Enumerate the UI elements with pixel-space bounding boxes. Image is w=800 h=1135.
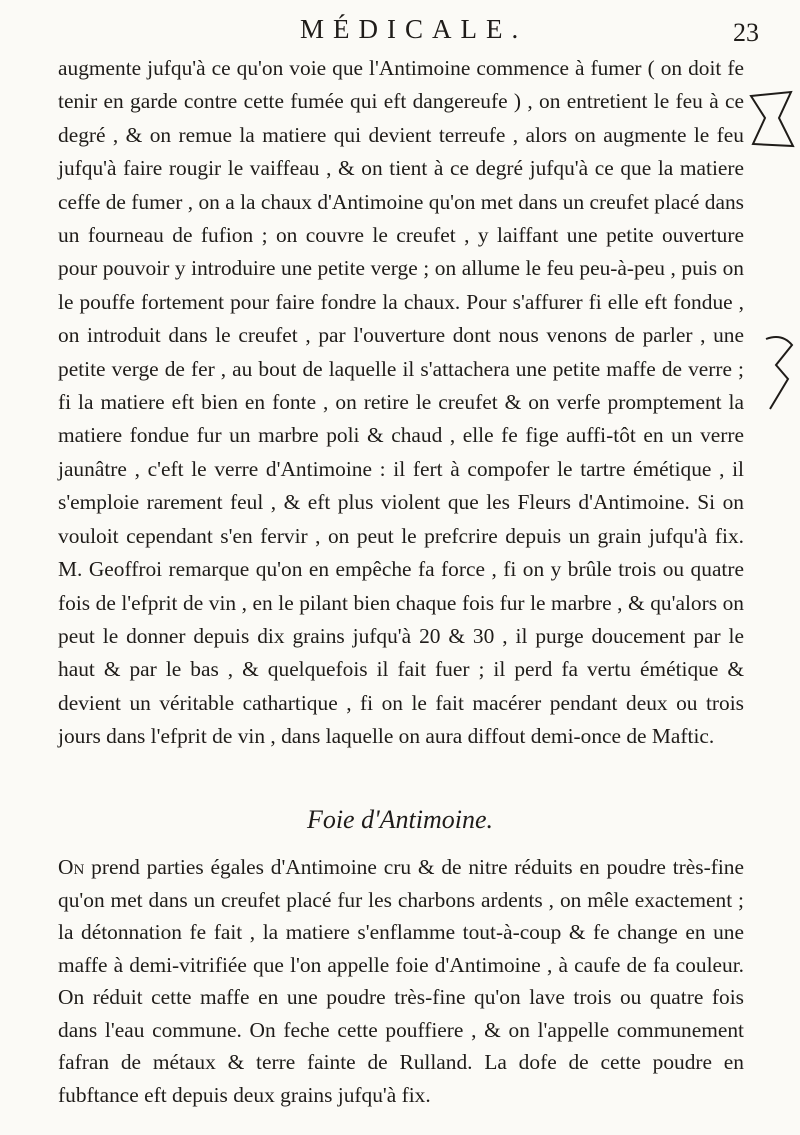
ink-blot-top-right: [745, 88, 797, 150]
section-title: Foie d'Antimoine.: [306, 805, 494, 834]
paragraph-chaux-antimoine: augmente jufqu'à ce qu'on voie que l'Antimoine commence à fumer ( on doit fe tenir en garde contre cette fumée qui eft dangereufe ) , on entretient le feu à ce degré , & on remue la matiere qui devient terreufe , alors on augmente le feu jufqu'à faire rougir le vaiffeau , & on tient à ce degré jufqu'à ce que la matiere ceffe de fumer , on a la chaux d'Antimoine qu'on met dans un creufet placé dans un fourneau de fufion ; on couvre le creufet , y laiffant une petite ouverture pour pouvoir y introduire une petite verge ; on allume le feu peu-à-peu , puis on le pouffe fortement pour faire fondre la chaux. Pour s'affurer fi elle eft fondue , on introduit dans le creufet , par l'ouverture dont nous venons de parler , une petite verge de fer , au bout de laquelle il s'attachera une petite maffe de verre ; fi la matiere eft bien en fonte , on retire le creufet & on verfe promptement la matiere fondue fur un marbre poli & chaud , elle fe fige auffi-tôt en un verre jaunâtre , c'eft le verre d'Antimoine : il fert à compofer le tartre émétique , il s'emploie rarement feul , & eft plus violent que les Fleurs d'Antimoine. Si on vouloit cependant s'en fervir , on peut le prefcrire depuis un grain jufqu'à fix. M. Geoffroi remarque qu'on en empêche fa force , fi on y brûle trois ou quatre fois de l'efprit de vin , en le pilant bien chaque fois fur le marbre , & qu'alors on peut le donner depuis dix grains jufqu'à 20 & 30 , il purge doucement par le haut & par le bas , & quelquefois il fait fuer ; il perd fa vertu émétique & devient un véritable cathartique , fi on le fait macérer pendant deux ou trois jours dans l'efprit de vin , dans laquelle on aura diffout demi-once de Maftic.: [58, 56, 744, 749]
main-text-block: [58, 52, 744, 754]
paragraph-body: prend parties égales d'Antimoine cru & de nitre réduits en poudre très-fine qu'on met dans un creufet placé fur les charbons ardents , on mêle exactement ; la détonnation fe fait , la matiere s'enflamme tout-à-coup & fe change en une maffe à demi-vitrifiée que l'on appelle foie d'Antimoine , à caufe de fa couleur. On réduit cette maffe en une poudre très-fine qu'on lave trois ou quatre fois dans l'eau commune. On feche cette pouffiere , & on l'appelle communement fafran de métaux & terre fainte de Rulland. La dofe de cette poudre en fubftance eft depuis deux grains jufqu'à fix.: [58, 855, 744, 1107]
page-header: [0, 12, 800, 52]
section-text-block: [58, 851, 744, 1111]
running-title: MÉDICALE.: [300, 14, 528, 44]
page-number: 23: [733, 18, 759, 47]
paragraph-foie-antimoine: [58, 851, 744, 1111]
ink-blot-right-margin: [762, 335, 798, 413]
paragraph-lead-word: On: [58, 855, 85, 879]
